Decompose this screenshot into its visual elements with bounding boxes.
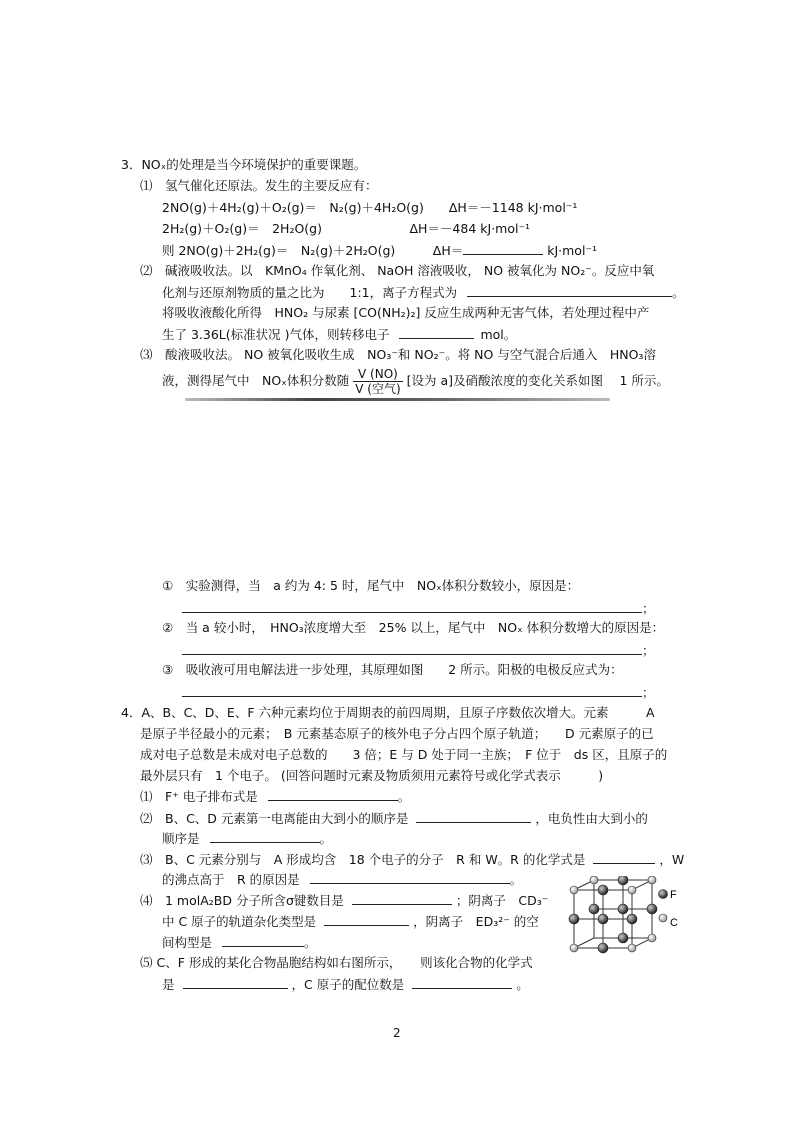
- semicolon: ；: [642, 601, 655, 616]
- period: 。: [319, 831, 333, 846]
- q3-part3-line2: [162, 363, 669, 399]
- answer-blank[interactable]: [310, 871, 510, 884]
- q4-part2-line2: [162, 830, 332, 847]
- legend-c-atom: [659, 914, 667, 922]
- q4-line4: 最外层只有 1 个电子。 (回答问题时元素及物质须用元素符号或化学式表示 ): [140, 768, 604, 783]
- answer-blank[interactable]: [182, 600, 642, 613]
- f-atom: [569, 914, 579, 924]
- period: 。: [516, 977, 529, 992]
- fraction-numerator: V (NO): [353, 367, 402, 382]
- q4-part2: [140, 810, 648, 827]
- c-atom: [628, 886, 636, 894]
- q3-sub2-answer: [182, 642, 655, 659]
- q4-part4-text: ⑷ 1 molA₂BD 分子所含σ键数目是: [140, 893, 344, 908]
- q4-part5-line2: [162, 976, 529, 993]
- volume-ratio-fraction: [353, 367, 402, 396]
- q4-part2-tail: ，电负性由大到小的: [535, 811, 648, 826]
- q4-part1-text: ⑴ F⁺ 电子排布式是: [140, 789, 258, 804]
- q4-part4-line3-text: 间构型是: [162, 935, 213, 950]
- f-atom: [598, 914, 608, 924]
- q4-part4-line2-tail: ，阴离子 ED₃²⁻ 的空: [413, 914, 539, 929]
- q4-part3-tail: ，W: [659, 852, 685, 867]
- q3-sub3: ③ 吸收液可用电解法进一步处理，其原理如图 2 所示。阳极的电极反应式为：: [162, 662, 623, 677]
- q3-part2-line4-text: 生了 3.36L(标准状况 )气体，则转移电子: [162, 327, 390, 342]
- q3-equation-3-text: 则 2NO(g)＋2H₂(g)＝ N₂(g)＋2H₂O(g) ΔH＝: [162, 243, 464, 258]
- q4-part2-text: ⑵ B、C、D 元素第一电离能由大到小的顺序是: [140, 811, 409, 826]
- q3-part3-line1: ⑶ 酸液吸收法。 NO 被氧化吸收生成 NO₃⁻和 NO₂⁻。将 NO 与空气混合后通入 HNO₃溶: [140, 347, 656, 362]
- q4-part5-line2-mid: ，C 原子的配位数是: [291, 977, 405, 992]
- q3-part2-line2-text: 化剂与还原剂物质的量之比为 1:1，离子方程式为: [162, 285, 458, 300]
- f-atom: [618, 933, 628, 943]
- q3-part2-line1: ⑵ 碱液吸收法。以 KMnO₄ 作氧化剂、 NaOH 溶液吸收， NO 被氧化为 NO₂⁻。反应中氧: [140, 263, 655, 278]
- q3-sub1: ① 实验测得，当 a 约为 4: 5 时，尾气中 NOₓ体积分数较小，原因是：: [162, 578, 580, 593]
- unit-mol: mol。: [480, 327, 517, 342]
- fraction-denominator: V (空气): [355, 382, 401, 396]
- q4-part5-line2-text: 是: [162, 977, 175, 992]
- q4-line2: 是原子半径最小的元素； B 元素基态原子的核外电子分占四个原子轨道； D 元素原子的已: [140, 726, 654, 741]
- f-atom: [589, 904, 599, 914]
- answer-blank[interactable]: [222, 934, 304, 947]
- q3-title: 3．NOₓ的处理是当今环境保护的重要课题。: [121, 157, 367, 172]
- q4-part3-line2-text: 的沸点高于 R 的原因是: [162, 872, 300, 887]
- semicolon: ；: [642, 643, 655, 658]
- q4-part1: [140, 788, 410, 805]
- q4-part3: [140, 851, 684, 868]
- q3-part2-line2: [162, 284, 685, 301]
- f-atom: [647, 904, 657, 914]
- q4-line3: 成对电子总数是未成对电子总数的 3 倍；E 与 D 处于同一主族； F 位于 ds 区，且原子的: [140, 747, 668, 762]
- q4-part5: ⑸ C、F 形成的某化合物晶胞结构如右图所示， 则该化合物的化学式: [140, 955, 533, 970]
- answer-blank[interactable]: [324, 913, 409, 926]
- unit-cell-diagram: [566, 876, 686, 956]
- q3-part3-line2-tail: [设为 a]及硝酸浓度的变化关系如图 1 所示。: [406, 373, 669, 388]
- answer-blank[interactable]: [210, 830, 320, 843]
- q4-part3-text: ⑶ B、C 元素分别与 A 形成均含 18 个电子的分子 R 和 W。R 的化学式是: [140, 852, 586, 867]
- q4-part4-line2-text: 中 C 原子的轨道杂化类型是: [162, 914, 317, 929]
- c-atom: [570, 944, 578, 952]
- c-atom: [570, 886, 578, 894]
- q3-sub1-answer: [182, 600, 655, 617]
- q3-part3-line2-text: 液，测得尾气中 NOₓ体积分数随: [162, 373, 350, 388]
- q3-equation-2: 2H₂(g)＋O₂(g)＝ 2H₂O(g) ΔH＝－484 kJ·mol⁻¹: [162, 221, 531, 236]
- q3-equation-3-unit: kJ·mol⁻¹: [547, 243, 598, 258]
- q4-part4-line3: [162, 934, 317, 951]
- q3-part1-heading: ⑴ 氢气催化还原法。发生的主要反应有：: [140, 178, 378, 193]
- q3-sub2: ② 当 a 较小时， HNO₃浓度增大至 25% 以上，尾气中 NOₓ 体积分数增大的原因是：: [162, 620, 665, 635]
- q4-part4: [140, 892, 548, 909]
- answer-blank[interactable]: [182, 684, 642, 697]
- q3-part2-line3: 将吸收液酸化所得 HNO₂ 与尿素 [CO(NH₂)₂] 反应生成两种无害气体，若处理过程中产: [162, 305, 650, 320]
- q4-part4-tail: ；阴离子 CD₃⁻: [455, 893, 549, 908]
- f-atom: [598, 943, 608, 953]
- q3-equation-3: [162, 242, 597, 259]
- semicolon: ；: [642, 685, 655, 700]
- f-atom: [618, 904, 628, 914]
- answer-blank[interactable]: [467, 284, 672, 297]
- period: 。: [672, 285, 685, 300]
- legend-c-label: C: [670, 917, 678, 929]
- period: 。: [304, 935, 317, 950]
- c-atom: [590, 876, 598, 884]
- answer-blank[interactable]: [593, 851, 655, 864]
- period: 。: [397, 789, 411, 804]
- answer-blank[interactable]: [416, 810, 531, 823]
- figure-divider: [185, 398, 610, 401]
- q4-part2-line2-text: 顺序是: [162, 831, 200, 846]
- c-atom: [648, 934, 656, 942]
- answer-blank[interactable]: [352, 892, 452, 905]
- q4-part4-line2: [162, 913, 539, 930]
- answer-blank[interactable]: [463, 242, 543, 255]
- answer-blank[interactable]: [268, 788, 398, 801]
- q4-line1: 4．A、B、C、D、E、F 六种元素均位于周期表的前四周期，且原子序数依次增大。元素 A: [121, 705, 655, 720]
- f-atom: [627, 914, 637, 924]
- answer-blank[interactable]: [183, 976, 288, 989]
- q3-equation-1: 2NO(g)＋4H₂(g)＋O₂(g)＝ N₂(g)＋4H₂O(g) ΔH＝－1148 kJ·mol⁻¹: [162, 200, 578, 215]
- page-number: 2: [393, 1026, 401, 1040]
- f-atom: [598, 885, 608, 895]
- legend-f-label: F: [670, 889, 677, 901]
- f-atom: [618, 876, 628, 885]
- legend-f-atom: [659, 890, 668, 899]
- q3-sub3-answer: [182, 684, 655, 701]
- period: 。: [509, 872, 523, 887]
- answer-blank[interactable]: [182, 642, 642, 655]
- q4-part3-line2: [162, 871, 522, 888]
- answer-blank[interactable]: [412, 976, 512, 989]
- answer-blank[interactable]: [399, 326, 474, 339]
- q3-part2-line4: [162, 326, 516, 343]
- c-atom: [628, 944, 636, 952]
- c-atom: [648, 876, 656, 884]
